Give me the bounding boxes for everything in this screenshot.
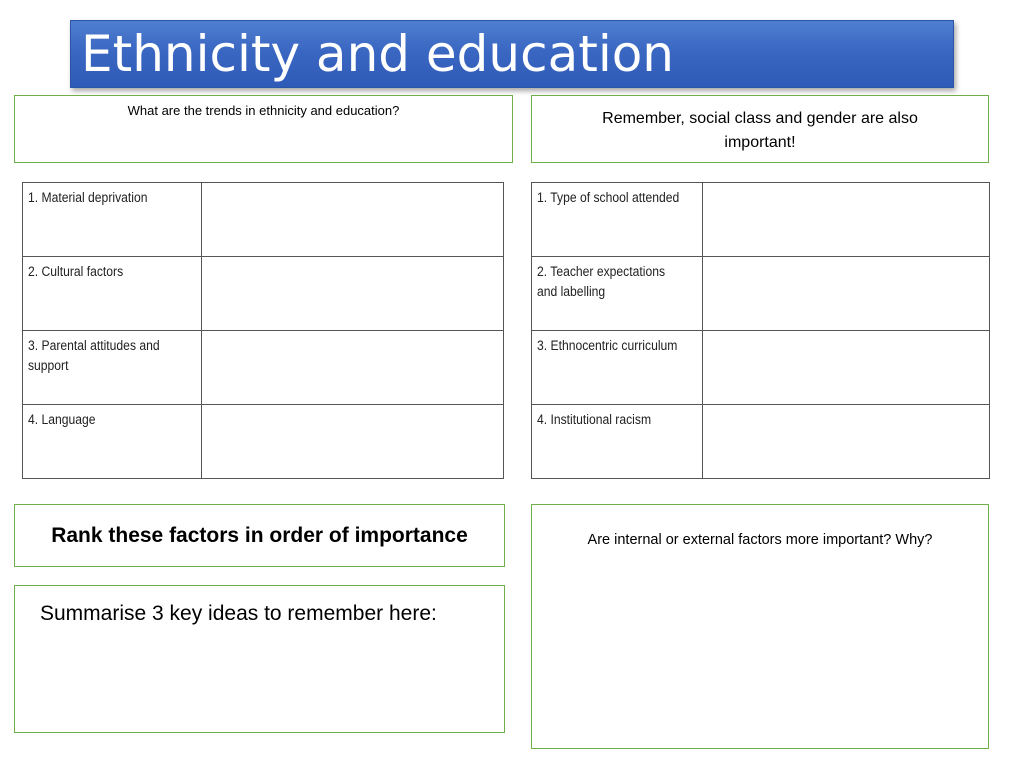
title-banner	[70, 20, 954, 88]
table-row	[23, 405, 504, 479]
factor-answer-cell[interactable]	[202, 405, 504, 479]
internal-external-box[interactable]	[531, 504, 989, 749]
factor-answer-cell[interactable]	[202, 331, 504, 405]
factor-label: 3. Parental attitudes and support	[23, 331, 184, 405]
internal-factors-table	[531, 182, 990, 479]
factor-answer-cell[interactable]	[703, 405, 990, 479]
rank-prompt: Rank these factors in order of importance	[51, 524, 468, 547]
table-row	[532, 257, 990, 331]
summarise-box[interactable]	[14, 585, 505, 733]
factor-answer-cell[interactable]	[202, 183, 504, 257]
table-row	[23, 331, 504, 405]
factor-label: 3. Ethnocentric curriculum	[532, 331, 686, 405]
factor-answer-cell[interactable]	[703, 183, 990, 257]
factor-label: 1. Type of school attended	[532, 183, 686, 257]
table-row	[532, 405, 990, 479]
factor-answer-cell[interactable]	[703, 331, 990, 405]
table-row	[23, 183, 504, 257]
remember-box	[531, 95, 989, 163]
factor-label: 4. Language	[23, 405, 184, 479]
trends-prompt: What are the trends in ethnicity and education?	[127, 103, 400, 118]
remember-note: Remember, social class and gender are also important!	[602, 110, 918, 151]
table-row	[23, 257, 504, 331]
factor-label: 4. Institutional racism	[532, 405, 686, 479]
trends-box[interactable]	[14, 95, 513, 163]
internal-external-question: Are internal or external factors more important? Why?	[587, 532, 933, 548]
factor-label: 2. Cultural factors	[23, 257, 184, 331]
table-row	[532, 331, 990, 405]
factor-label: 2. Teacher expectations and labelling	[532, 257, 686, 331]
factor-label: 1. Material deprivation	[23, 183, 184, 257]
factor-answer-cell[interactable]	[703, 257, 990, 331]
external-factors-table	[22, 182, 504, 479]
factor-answer-cell[interactable]	[202, 257, 504, 331]
page-title: Ethnicity and education	[81, 25, 674, 83]
summarise-prompt: Summarise 3 key ideas to remember here:	[40, 602, 437, 625]
rank-box[interactable]	[14, 504, 505, 567]
table-row	[532, 183, 990, 257]
